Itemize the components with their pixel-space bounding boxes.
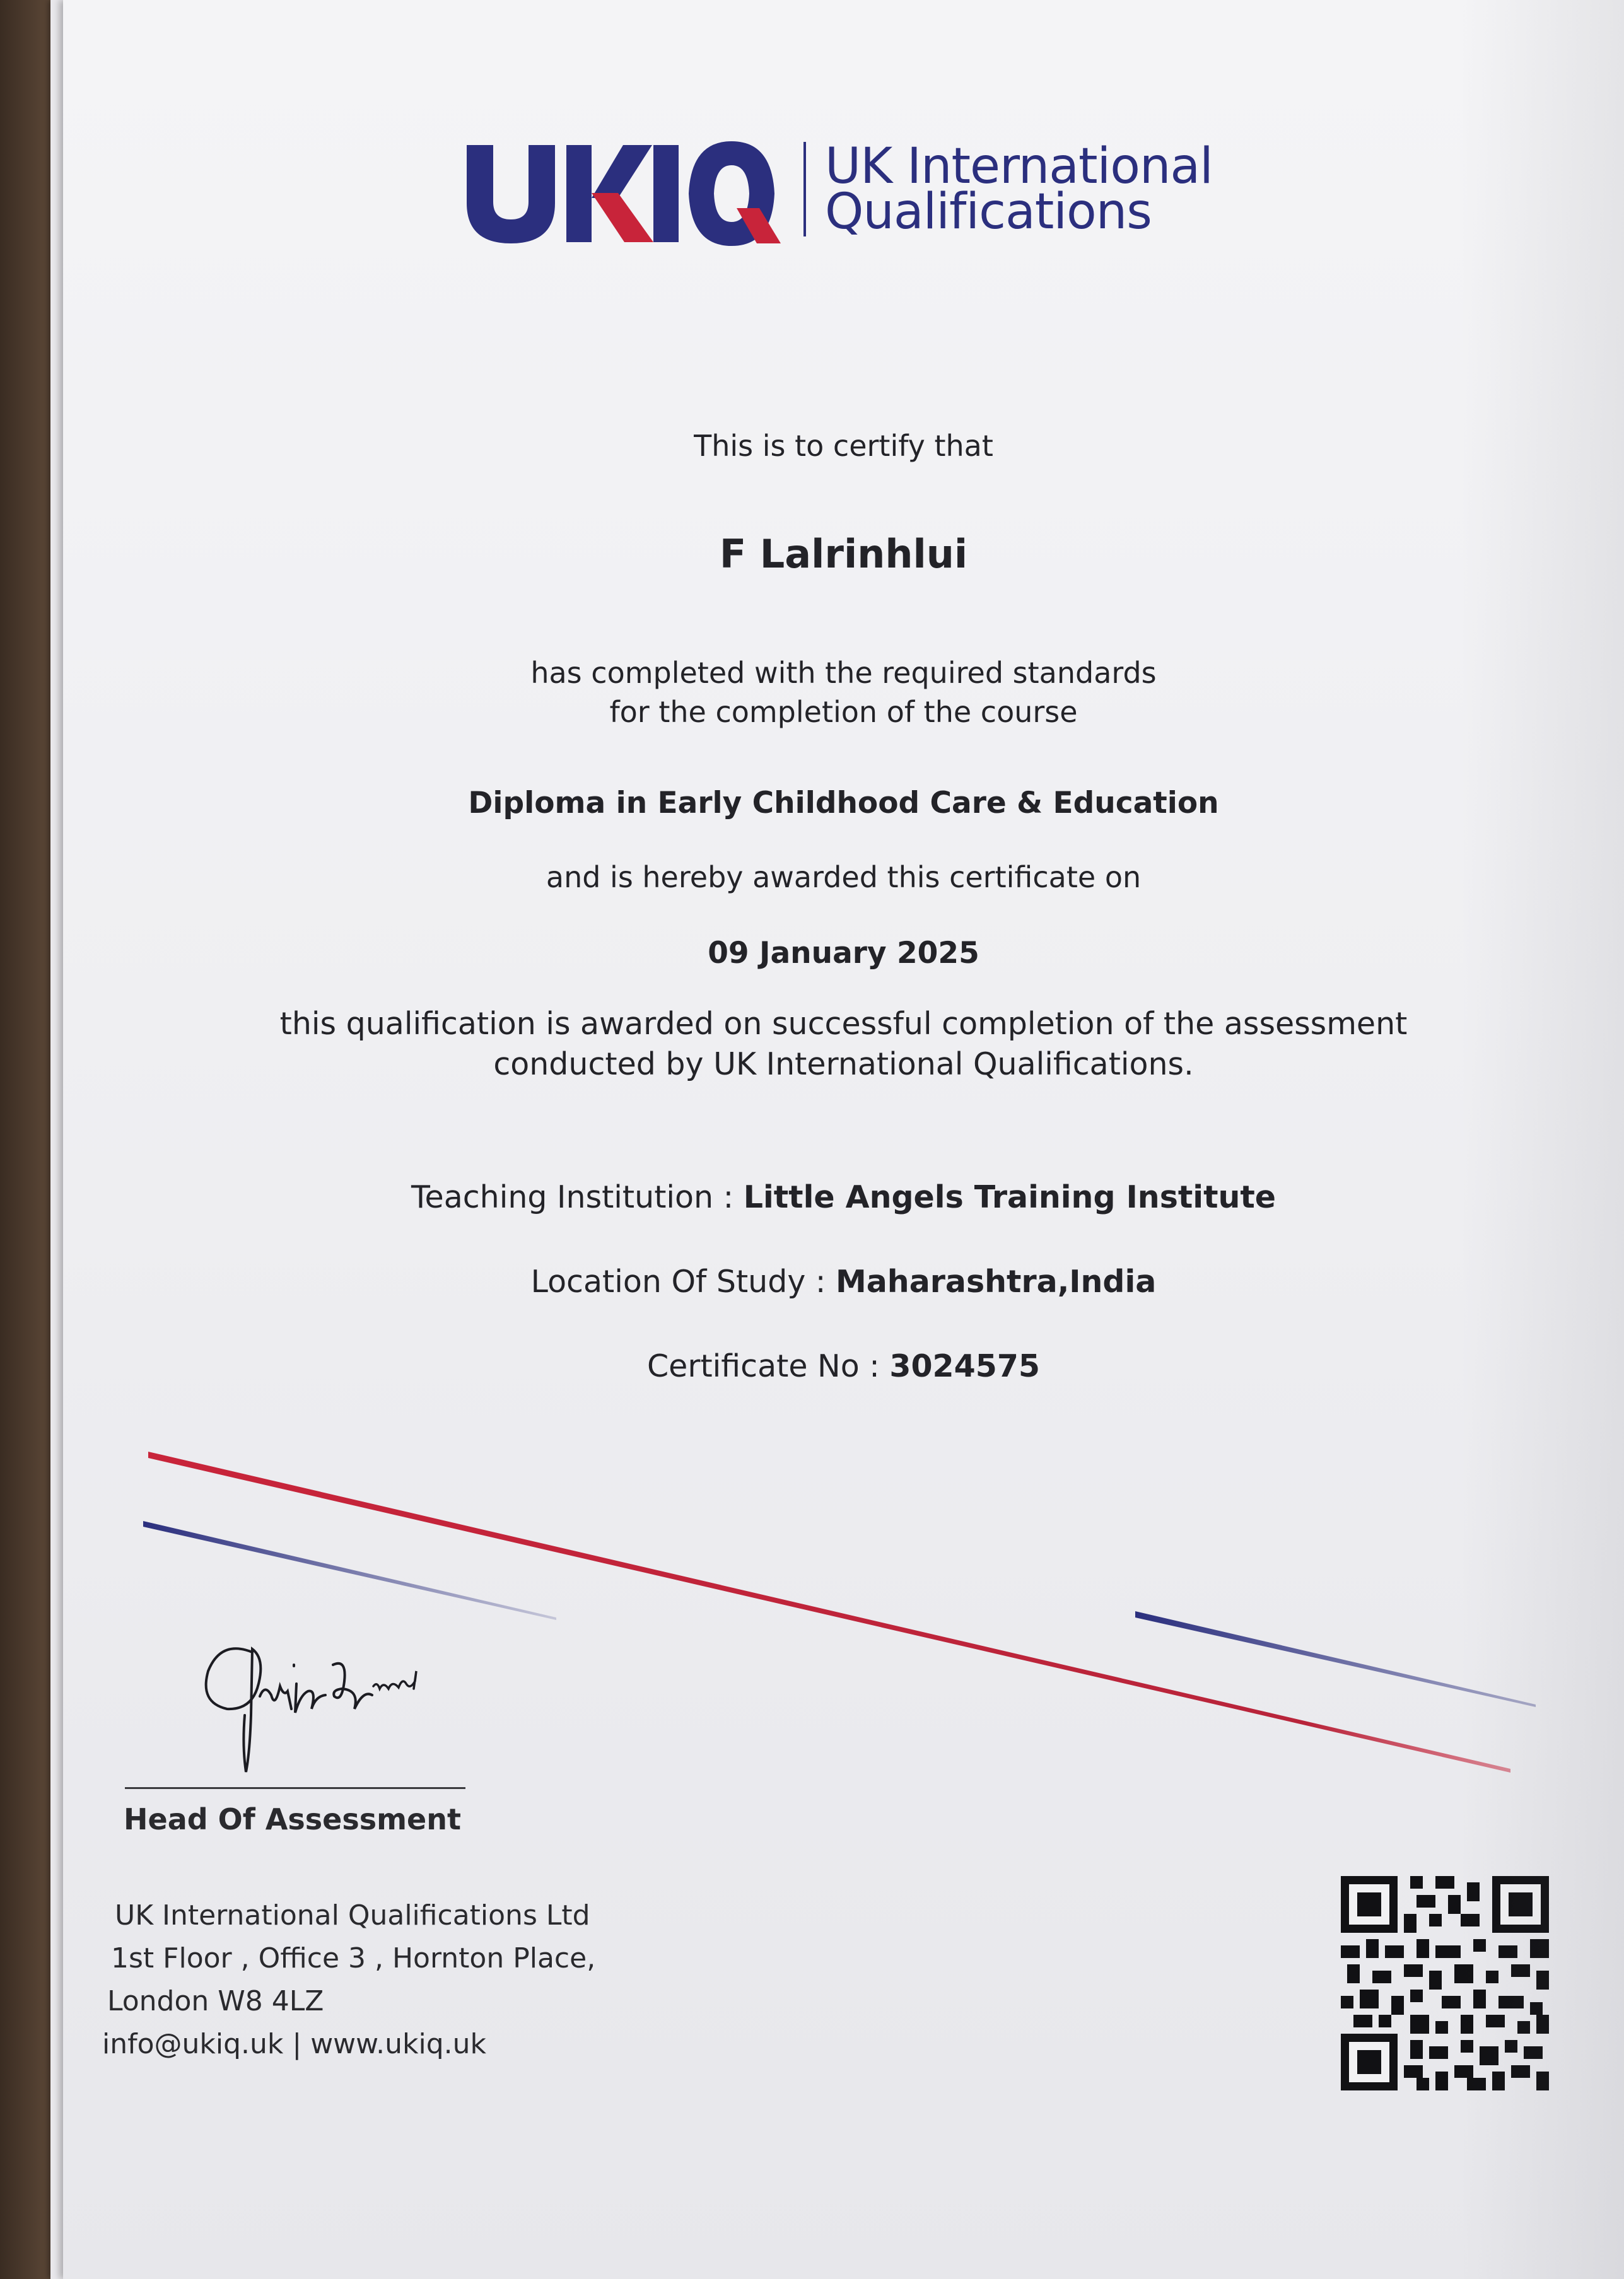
location-of-study-label: Location Of Study : bbox=[530, 1264, 836, 1300]
qualification-line-1: this qualification is awarded on successful completion of the assessment bbox=[279, 1006, 1408, 1042]
awarded-statement: and is hereby awarded this certificate on bbox=[546, 860, 1142, 894]
qualification-statement bbox=[63, 1004, 1624, 1085]
certificate-number-label: Certificate No : bbox=[646, 1348, 890, 1384]
recipient-name: F Lalrinhlui bbox=[719, 531, 968, 577]
address-contact-line: info@ukiq.uk | www.ukiq.uk bbox=[102, 2028, 486, 2060]
award-date: 09 January 2025 bbox=[708, 936, 979, 970]
completion-statement bbox=[63, 653, 1624, 731]
logo-line-2: Qualifications bbox=[825, 184, 1152, 240]
qualification-line-2: conducted by UK International Qualifications. bbox=[493, 1046, 1194, 1082]
completion-line-1: has completed with the required standards bbox=[530, 656, 1157, 690]
completion-line-2: for the completion of the course bbox=[609, 695, 1078, 729]
certificate-number-value: 3024575 bbox=[889, 1348, 1041, 1384]
signatory-title: Head Of Assessment bbox=[124, 1802, 461, 1836]
certificate-number-row bbox=[63, 1348, 1624, 1384]
ukiq-logo-mark bbox=[460, 132, 782, 246]
course-title: Diploma in Early Childhood Care & Education bbox=[468, 786, 1219, 820]
certificate-paper bbox=[63, 0, 1624, 2279]
address-line-1: UK International Qualifications Ltd bbox=[115, 1899, 590, 1932]
blue-diagonal-line-right bbox=[1135, 1611, 1536, 1707]
location-of-study-value: Maharashtra,India bbox=[835, 1264, 1157, 1300]
teaching-institution-label: Teaching Institution : bbox=[411, 1179, 744, 1215]
issuer-address bbox=[102, 1894, 595, 2066]
blue-diagonal-line-left bbox=[143, 1521, 556, 1620]
logo-line-1: UK International bbox=[825, 138, 1213, 195]
ukiq-logo bbox=[460, 126, 1213, 252]
teaching-institution-value: Little Angels Training Institute bbox=[743, 1179, 1276, 1215]
address-line-3: London W8 4LZ bbox=[107, 1985, 324, 2017]
logo-wordmark bbox=[825, 138, 1213, 240]
location-of-study-row bbox=[63, 1264, 1624, 1300]
signature-image bbox=[177, 1621, 505, 1797]
qr-code-icon[interactable] bbox=[1341, 1876, 1549, 2090]
certify-intro: This is to certify that bbox=[694, 429, 993, 463]
teaching-institution-row bbox=[63, 1179, 1624, 1215]
logo-divider bbox=[803, 142, 806, 236]
address-line-2: 1st Floor , Office 3 , Hornton Place, bbox=[111, 1942, 596, 1974]
signature-line bbox=[125, 1787, 465, 1789]
